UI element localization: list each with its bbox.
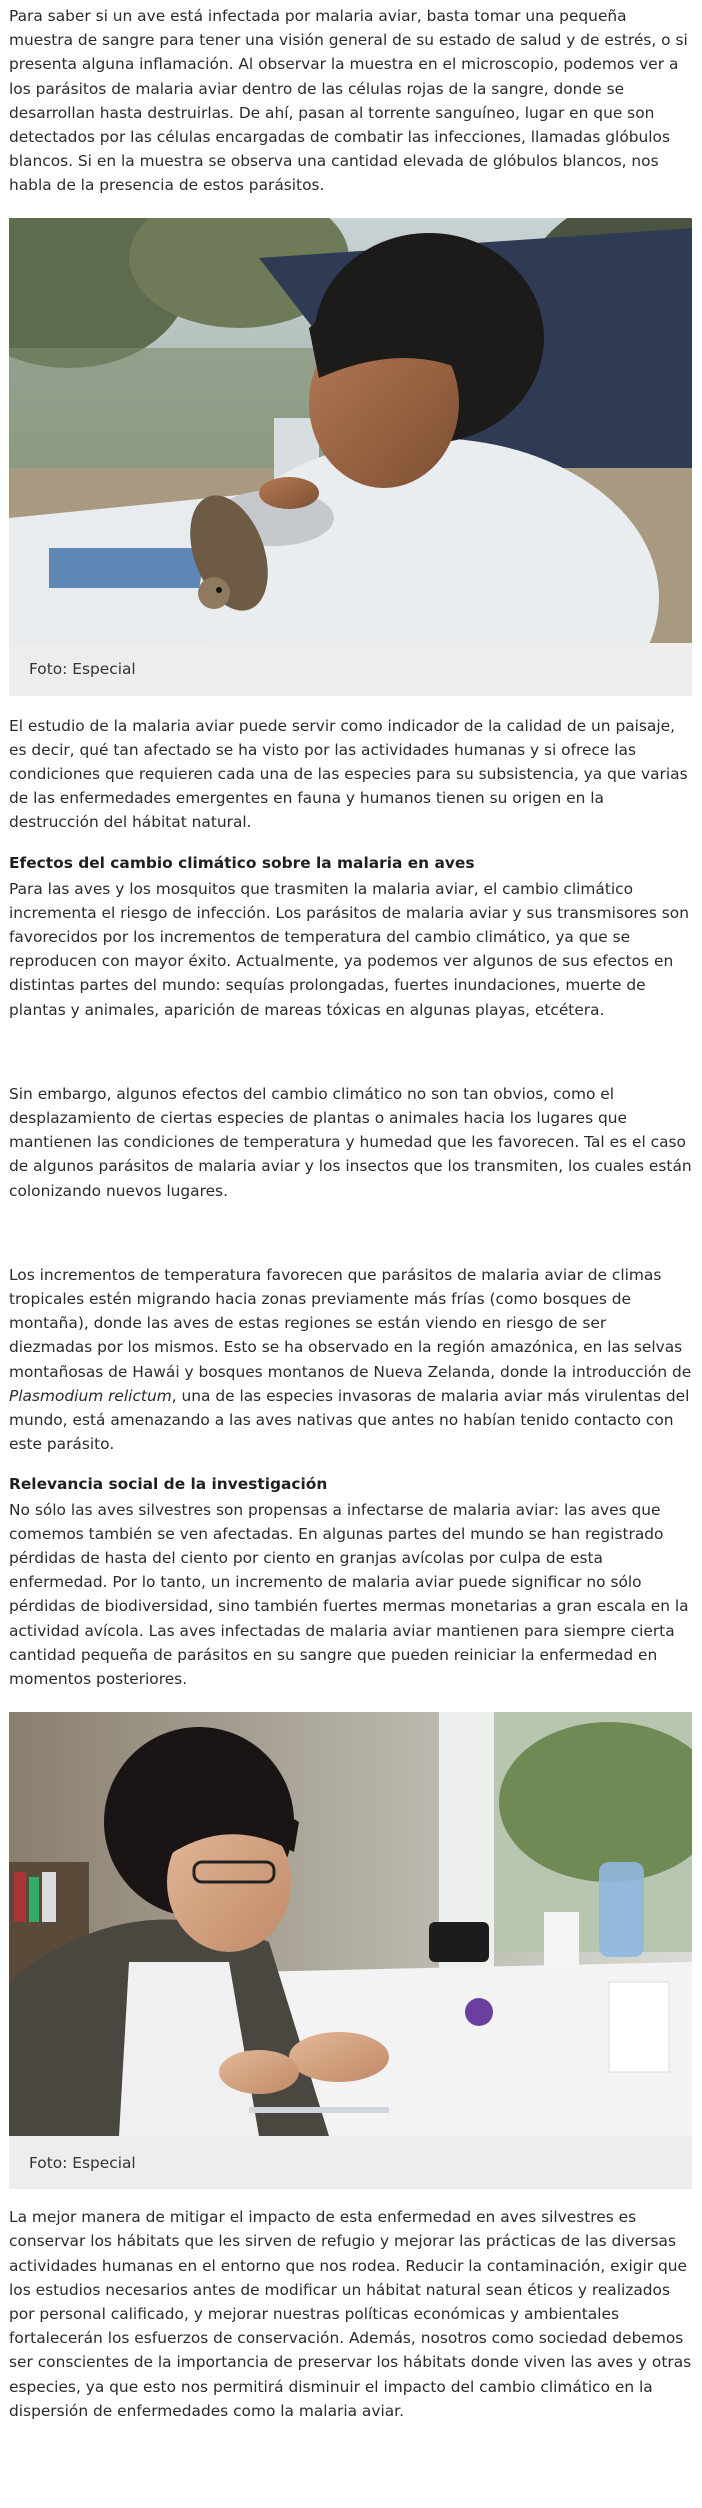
species-name: Plasmodium relictum xyxy=(9,1386,172,1405)
photo-researcher-holding-bird xyxy=(9,218,692,643)
paragraph-mitigation: La mejor manera de mitigar el impacto de esta enfermedad en aves silvestres es conservar los hábitats que les sirven de refugio y mejorar las prácticas de las diversas actividades humanas en el entorno que nos rodea. Reducir la contaminación, exigir que los estudios necesarios antes de modificar un hábitat natural sean éticos y realizados por personal calificado, y mejorar nuestras políticas económicas y ambientales fortalecerán los esfuerzos de conservación. Además, nosotros como sociedad debemos ser conscientes de la importancia de preservar los hábitats donde viven las aves y otras especies, ya que esto nos permitirá disminuir el impacto del cambio climático en la dispersión de enfermedades como la malaria aviar. xyxy=(9,2208,692,2420)
paragraph-text-b: , una de las especies invasoras de malaria aviar más virulentas del mundo, está amenazando a las aves nativas que antes no habían tenido contacto con este parásito. xyxy=(9,1386,690,1454)
photo-illustration xyxy=(9,1712,692,2136)
heading-social-relevance: Relevancia social de la investigación xyxy=(9,1474,328,1493)
caption-text: Foto: Especial xyxy=(29,2153,136,2172)
paragraph-climate-risk: Para las aves y los mosquitos que trasmiten la malaria aviar, el cambio climático incrementa el riesgo de infección. Los parásitos de malaria aviar y sus transmisores son favorecidos por los incrementos de temperatura del cambio climático, ya que se reproducen con mayor éxito. Actualmente, ya podemos ver algunos de sus efectos en distintas partes del mundo: sequías prolongadas, fuertes inundaciones, muerte de plantas y animales, aparición de mareas tóxicas en algunas playas, etcétera. xyxy=(9,879,689,1019)
figure-caption xyxy=(9,2136,692,2189)
figure-caption xyxy=(9,643,692,696)
paragraph-tropical-migration xyxy=(9,1263,692,1457)
figure-researcher-lab xyxy=(9,1712,692,2189)
photo-researcher-microscope-slides xyxy=(9,1712,692,2136)
figure-researcher-bird xyxy=(9,218,692,696)
photo-illustration xyxy=(9,218,692,643)
paragraph-text-a: Los incrementos de temperatura favorecen que parásitos de malaria aviar de climas tropicales estén migrando hacia zonas previamente más frías (como bosques de montaña), donde las aves de estas regiones se están viendo en riesgo de ser diezmadas por los mismos. Esto se ha observado en la región amazónica, en las selvas montañosas de Hawái y bosques montanos de Nueva Zelanda, donde la introducción de xyxy=(9,1265,692,1381)
paragraph-poultry-impact: No sólo las aves silvestres son propensas a infectarse de malaria aviar: las aves que comemos también se ven afectadas. En algunas partes del mundo se han registrado pérdidas de hasta del ciento por ciento en granjas avícolas por culpa de esta enfermedad. Por lo tanto, un incremento de malaria aviar puede significar no sólo pérdidas de biodiversidad, sino también fuertes mermas monetarias a gran escala en la actividad avícola. Las aves infectadas de malaria aviar mantienen para siempre cierta cantidad pequeña de parásitos en su sangre que pueden reiniciar la enfermedad en momentos posteriores. xyxy=(9,1500,689,1688)
heading-climate-change: Efectos del cambio climático sobre la malaria en aves xyxy=(9,853,475,872)
paragraph-landscape-indicator: El estudio de la malaria aviar puede servir como indicador de la calidad de un paisaje, es decir, qué tan afectado se ha visto por las actividades humanas y si ofrece las condiciones que requieren cada una de las especies para su subsistencia, ya que varias de las enfermedades emergentes en fauna y humanos tienen su origen en la destrucción del hábitat natural. xyxy=(9,716,688,832)
paragraph-blood-sample: Para saber si un ave está infectada por malaria aviar, basta tomar una pequeña muestra de sangre para tener una visión general de su estado de salud y de estrés, o si presenta alguna inflamación. Al observar la muestra en el microscopio, podemos ver a los parásitos de malaria aviar dentro de las células rojas de la sangre, donde se desarrollan hasta destruirlas. De ahí, pasan al torrente sanguíneo, lugar en que son detectados por las células encargadas de combatir las infecciones, llamadas glóbulos blancos. Si en la muestra se observa una cantidad elevada de glóbulos blancos, nos habla de la presencia de estos parásitos. xyxy=(9,7,688,195)
caption-text: Foto: Especial xyxy=(29,660,136,679)
paragraph-non-obvious-effects: Sin embargo, algunos efectos del cambio climático no son tan obvios, como el desplazamiento de ciertas especies de plantas o animales hacia los lugares que mantienen las condiciones de temperatura y humedad que les favorecen. Tal es el caso de algunos parásitos de malaria aviar y los insectos que los transmiten, los cuales están colonizando nuevos lugares. xyxy=(9,1084,692,1200)
